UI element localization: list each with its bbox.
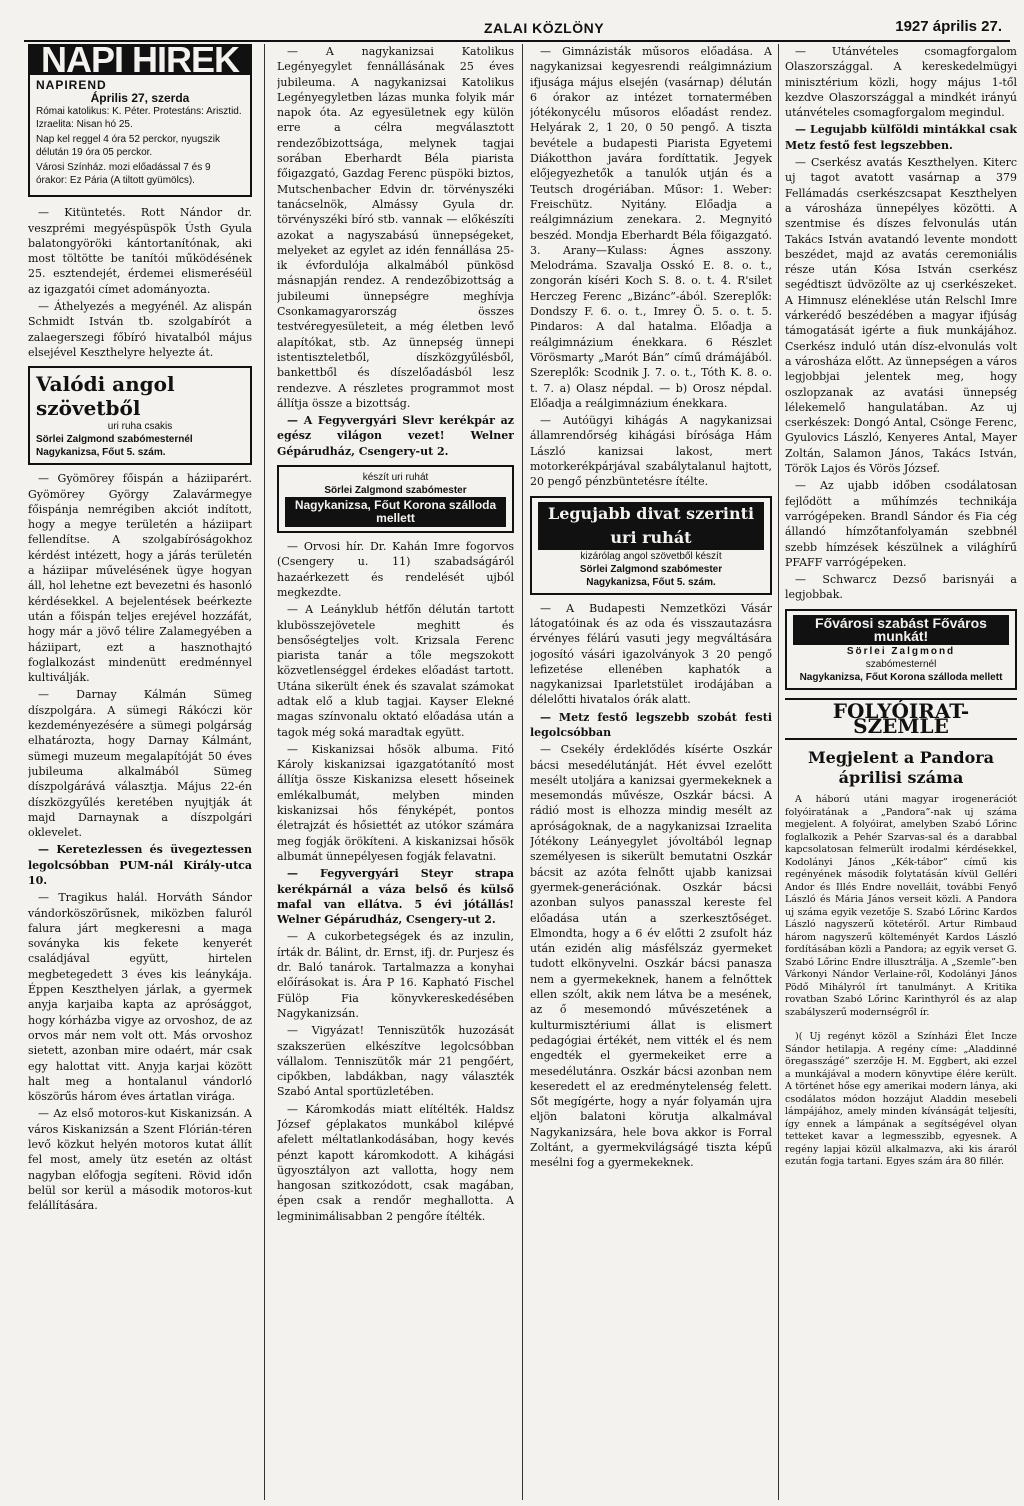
article-szinhazi-elet: )( Uj regényt közöl a Színházi Élet Incze Sándor hetilapja. A regény címe: „Aladdinné öregasszágé” szerzője H. M. Eggbert, aki ezzel a munkájával a modern könyvtipe élére került. A történet hőse egy amerikai modern lánya, aki csodálatos módon hozzájut Aladdin mesebeli lámpájához, amely minden kívánságát teljesíti, így ennek a lámpának a segítségével olyan tetteket kavar a legmesszibb, egyesnek. A regény lapjai közül alkalmazva, aki kis áraról ezután fogja tartani. Egyes szám ára 80 fillér. xyxy=(785,1031,1017,1168)
article-schwarcz: — Schwarcz Dezső barisnyái a legjobbak. xyxy=(785,573,1017,602)
ad-line: Nagykanizsa, Főut 5. szám. xyxy=(586,576,716,588)
section-headline: FOLYÓIRAT-SZEMLE xyxy=(785,698,1017,741)
ad-szovet xyxy=(28,366,252,465)
column-4 xyxy=(785,44,1017,1500)
ad-line: uri ruha csakis xyxy=(107,421,173,433)
ad-line: Sörlei Zalgmond szabómester xyxy=(579,563,723,575)
article-metz: — Metz festő legszebb szobát festi legolcsóbban xyxy=(530,710,772,739)
column-2 xyxy=(277,44,514,1500)
napirend-box xyxy=(28,75,252,197)
ad-line: Sörlei Zalgmond szabómesternél xyxy=(36,434,193,446)
article-hosok-album: — Kiskanizsai hősök albuma. Fitó Károly kiskanizsai igazgatótanító most állítja össze Kiskanizsa elesett hőseinek emlékalbumát, melyben minden kiskanizsai hős fényképét, pontos életrajzát és hősiettét az utókor számára meg fogják örökíteni. A kiskanizsai hősök albumát ünnepélyesen fogják felavatni. xyxy=(277,742,514,863)
article-steyr-1: — A Fegyvergyári Slevr kerékpár az egész világon vezet! Welner Gépárudház, Csengery-ut 2. xyxy=(277,414,514,458)
article-cserkesz: — Cserkész avatás Keszthelyen. Kiterc uj tagot avatott vasárnap a 379 Fellámadás cserkészcsapat Keszthelyen a városháza ünnepélyes közötti. A szentmise és díszes felvonulás után Takács István avatandó levente mondott beszédet, majd az avatás ceremoniális része után Kósa István cserkész segédtiszt üdvözölte az uj cserkészeket. A Himnusz eléneklése után Relschl Imre várkerédő beszédében a magyar ifjúság támogatását igérte a fiuk munkájához. Cserkész induló után dísz-elvonulás volt a városháza előtt. Az ünnepségen a város legjobbjai jelentek meg, hogy oszlopzanak az avatási ünnepség lélekemelő hangulatában. Az uj cserkészek: Dongó Antal, Csönge Ferenc, Gyulovics László, Kenyeres Antal, Mayer Zoltán, Salamon János, Takács István, Török Lajos és Vörös József. xyxy=(785,156,1017,476)
ad-legujabb-divat xyxy=(530,496,772,595)
article-metz-2: — Legujabb külföldi mintákkal csak Metz festő fest legszebben. xyxy=(785,123,1017,152)
issue-date: 1927 április 27. xyxy=(895,18,1002,35)
article-athelyezes: — Áthelyezés a megyénél. Az alispán Schmidt István tb. szolgabírót a zalaegerszegi főbíró hivatalból május elsejével Keszthelyre helyezte át. xyxy=(28,300,252,359)
napirend-heading: NAPIREND xyxy=(36,78,107,93)
article-kituntetes: — Kitüntetés. Rott Nándor dr. veszprémi megyéspüspök Ústh Gyula balatongyöröki kántortanítónak, aki most töltötte be tanítói működésének 25. esztendejét, érdemei elismeréséül az igazgatói címet adományozta. xyxy=(28,206,252,296)
section-subhead: Megjelent a Pandora áprilisi száma xyxy=(807,748,995,788)
ad-line: szabómesternél xyxy=(865,658,937,670)
article-pandora: A háború utáni magyar irogenerációt folyóiratának a „Pandora”-nak uj száma megjelent. A folyóirat, amelyben Szabó Lőrinc foglalkozik a Pehér Szarvas-sal és a darabbal kapcsolatosan felmerült irodalmi kérdésekkel, Kodolányi János „Kék-tábor” című kis regényének második folytatásán kívül Gelléri Andor és Illés Endre novelláit, további Fenyő László és Mária János verseit közli. A Pandora uj száma egyik vezetője S. Szabó Lőrinc Kardos László nagyszerű kötetéről. Artur Rimbaud három nagyszerű költeményét Kardos László fordításában közli a Pandora; az egyik verset G. Szabó Lőrinc Endre illusztrálja. A „Szemle”-ben Várkonyi Nándor Verlaine-ről, Kodolányi János Pödő Mihályról írt tanulmányt. A Kritika rovatban Szabó Lőrinc Karinthyról és az alap szabályszerű modernségről ír. xyxy=(785,794,1017,1018)
column-3 xyxy=(530,44,772,1500)
article-oszkar-bacsi: — Csekély érdeklődés kísérte Oszkár bácsi mesedélutánját. Hét évvel ezelőtt mesélt utoljára a kanizsai gyermekeknek a mesemondás művésze, Oszkár bácsi. A rádió most is elhozza mindig mesélt az apróságoknak, de a nagykanizsai Izraelita Jótékony Leányegylet jóvoltából legnap személyesen is sikerült bemutatni Oszkár bácsit az azóta felnőtt ujabb kanizsai gyermek-generációnak. Oszkár bácsi azonban sulyos panasszal kereste fel előadása után a szerkesztőséget. Elmondta, hogy a 6 év előtti 2 zsufolt ház után ezidén alig másfélszáz gyermeket tudott elkönyvelni. Oszkár bácsi panasza nem a gyermekeknek, hanem a felnőttek ellen szólt, akik nem látva be a mesének, az ő mesemondó művészetének a kulturmisztériumi állat is elismert pedagógiai értékét, nem vitték el és nem engedték el gyermekeiket erre a mesedélutánra. Oszkár bácsi azonban nem keseredett el az eredménytelenség felett. Sőt megígérte, hogy a nyár folyamán ujra eljön balatoni körutja alkalmával Nagykanizsára, hele bova akkor is Forral Zoltánt, a gyermekvilágságé tiszta képű mesélni fog a gyermekeknek. xyxy=(530,743,772,1170)
column-rule xyxy=(522,44,523,1500)
article-leanyklub: — A Leányklub hétfőn délután tartott klubösszejövetele meghitt és bensőségteljes volt. Krizsala Ferenc piarista tanár a tőle megszokott közvetlenséggel érdekes előadást tartott. Utána sikerült ének és szavalat számokat adtak elő a klub tagjai. Kayser Elekné magas színvonalu oktató előadása után a tagok még soká maradtak együtt. xyxy=(277,603,514,739)
column-rule xyxy=(778,44,779,1500)
article-pum: — Keretezlessen és üvegeztessen legolcsóbban PUM-nál Király-utca 10. xyxy=(28,843,252,887)
article-gimnazistak: — Gimnázisták műsoros előadása. A nagykanizsai kegyesrendi reálgimnázium ifjusága május elsején (vasárnap) délután 6 órakor az intézet tornatermében jótékonycélu műsoros előadást rendez. Helyárak 2, 1 20, 0 50 pengő. A tiszta bevétele a budapesti Piarista Egyetemi Diákotthon javára fordíttatik. Jegyek előjegyezhetők a tanulók utján és a Teutsch drogériában. Műsor: 1. Weber: Freischütz. Nyitány. Előadja a reálgimnázium zenekara. 2. Megnyitó beszéd. Mondja Eberhardt Béla főigazgató. 3. Arany—Kulass: Ágnes asszony. Melodráma. Szavalja Osskó E. 8. o. t., zongorán kíséri Koch S. 8. o. t. 4. R'silet Herczeg Ferenc „Bizánc”-ából. Szereplők: Dondszy F. 6. o. t., Imrey Ö. 5. o. t. 5. Pindaros: A dal hatalma. Előadja a reálgimnázium énekkara. 6 Részlet Vörösmarty „Marót Bán” című drámájából. Szereplők: Scodnik J. 7. o. t., Tóth K. 8. o. t. 7. a) Olasz népdal. — b) Orosz népdal. Előadja a reálgimnázium énekkara. xyxy=(530,45,772,410)
article-tennisz: — Vigyázat! Tenniszütők huzozását szakszerüen elkészítve legolcsóbban vállalom. Tenniszütők már 21 pengőért, cipőkben, labdákban, nagy választék Szabó Antal sportüzletében. xyxy=(277,1024,514,1099)
ad-line: Sörlei Zalgmond szabómester xyxy=(324,485,467,497)
article-orvosi: — Orvosi hír. Dr. Kahán Imre fogorvos (Csengery u. 11) szabadságáról hazaérkezett és rendelését ujból megkezdte. xyxy=(277,540,514,599)
article-csomagforgalom: — Utánvételes csomagforgalom Olaszországgal. A kereskedelmügyi minisztérium közli, hogy május 1-től kezdve Olaszországgal a mindkét irányú utánvételes csomagforgalom megindul. xyxy=(785,45,1017,120)
section-title: NAPI HIREK xyxy=(28,44,252,75)
ad-line: kizárólag angol szövetből készít xyxy=(580,550,722,562)
ad-headline: Legujabb divat szerinti uri ruhát xyxy=(538,502,764,550)
ad-fovarosi xyxy=(785,609,1017,690)
article-vasar: — A Budapesti Nemzetközi Vásár látogatóinak és az oda és visszautazásra érvényes félárú vasuti jegy megváltására jogosító vásári igazolványok 3 20 pengő lefizetése ellenében kaphatók a nagykanizsai Iparletstület irodájában a délelőtti hivatalos órák alatt. xyxy=(530,601,772,707)
article-motoros-kut: — Az első motoros-kut Kiskanizsán. A város Kiskanizsán a Szent Flórián-téren levő közkut helyén motoros kutat állít fel most, amely ütz esetén az oltást nagyban előfogja segíteni. Rövid időn belül sor kerül a második motoros-kut felállítására. xyxy=(28,1107,252,1213)
ad-line: Nagykanizsa, Főut Korona szálloda mellett xyxy=(799,671,1003,683)
article-legenyegylet: — A nagykanizsai Katolikus Legényegylet fennállásának 25 éves jubileuma. A nagykanizsai Katolikus Legényegyletben lázas munka folyik már napok óta. Az egyesületnek egy külön erre a célra megválasztott rendezőbizottsága, melynek tagjai sorában Eberhardt Béla piarista főigazgató, Gazdag Ferenc püspöki biztos, Mutschenbacher Edvin dr. törvényszéki tanácselnök, Almássy Gyula dr. törvényszéki bíró stb. vannak — előkészíti azokat a nagyszabású ünnepségeket, melyeket az egylet az idén fennállása 25-ik évfordulója alkalmából pünkösd másnapján rendez. A rendezőbizottság a jubileumi ünnepségre meghívja Csonkamagyarország összes testvéregyesületeit, a még életben levő alapítókat, stb. Az ünnepség ünnepi istentiszteletből, díszközgyűlésből, bankettből és díszelőadásból lesz rendezve. A részletes programmot most állítja össze a bizottság. xyxy=(277,45,514,410)
napirend-line: Római katolikus: K. Péter. Protestáns: Arisztid. Izraelita: Nisan hó 25. xyxy=(36,106,242,131)
napirend-line: Nap kel reggel 4 óra 52 perckor, nyugszik délután 19 óra 05 perckor. xyxy=(36,134,220,159)
article-cukorbetegseg: — A cukorbetegségek és az inzulin, írták dr. Bálint, dr. Ernst, ifj. dr. Purjesz és dr. Baló tanárok. Tartalmazza a konyhai előírásokat is. Ára P 16. Kapható Fischel Fülöp Fia könyvkereskedésében Nagykanizsán. xyxy=(277,930,514,1020)
ad-line: Sörlei Zalgmond xyxy=(846,645,956,657)
article-autougyi: — Autóügyi kihágás A nagykanizsai államrendőrség kihágási bírósága Hám László kanizsai lakost, mert motorkerékpárjával szabálytalanul hajtott, 20 pengő pénzbüntetésre ítélte. xyxy=(530,414,772,489)
column-1 xyxy=(28,44,252,1500)
ad-headline: Fővárosi szabást Főváros munkát! xyxy=(793,615,1009,645)
article-tragikus: — Tragikus halál. Horváth Sándor vándorköszörűsnek, miközben faluról falura járt megkeresni a maga soványka kis fekete kenyerét családjával együtt, hirtelen megbetegedett 3 éves kis leánykája. Éppen Keszthelyen járlak, a gyermek anyja karjaiba kapta az aprósággot, hogy kórházba vigye az orvoshoz, de az orvos már nem volt ott. Más orvoshoz sietett, azonban mire odaért, már csak egy halottat vitt. Anyja karjai között halt meg a hontalanul vándorló köszörűs három éves ártatlan virága. xyxy=(28,891,252,1104)
ad-line: készít uri ruhát xyxy=(362,472,429,484)
paper-title: ZALAI KÖZLÖNY xyxy=(484,20,605,36)
ad-line: Nagykanizsa, Főut 5. szám. xyxy=(36,447,166,459)
column-rule xyxy=(264,44,265,1500)
ad-headline: Valódi angol szövetből xyxy=(36,372,175,421)
article-steyr-2: — Fegyvergyári Steyr strapa kerékpárnál a váza belső és külső mafal van ellátva. 5 évi jótállás! Welner Gépárudház, Csengery-ut 2. xyxy=(277,867,514,927)
napirend-date: Április 27, szerda xyxy=(90,91,190,106)
ad-uri-ruha xyxy=(277,465,514,533)
article-karomkodas: — Káromkodás miatt elítélték. Haldsz József géplakatos munkábol kilépvé afelett méltatlankodásában, hogy kevés pénzt kapott káromkodott. A kihágási ügyosztályon azt vallotta, hogy nem hangosan szitkozódott, csak magában, épen csak a rendőr meghallotta. A legminimálisabban 2 pengőre ítélték. xyxy=(277,1102,514,1223)
masthead xyxy=(24,14,1010,42)
ad-line: Nagykanizsa, Főut Korona szálloda mellett xyxy=(285,497,506,527)
article-darnay: — Darnay Kálmán Sümeg díszpolgára. A sümegi Rákóczi kör kezdeményezésére a sümegi polgárság elhatározta, hogy Darnay Kálmánt, sümegi muzeum megalapítóját 50 éves jubileuma alkalmából Sümeg díszpolgárává választja. Május 22-én díszközgyűlés keretében nyujtják át majd Darnaynak a díszpolgári oklevelet. xyxy=(28,688,252,840)
article-himzes: — Az ujabb időben csodálatosan fejlődött a műhímzés technikája varrógépeken. Brandl Sándor és Fia cég állandó hímzőtanfolyamán szebbnél szebb hímzések készülnek a világhírű PFAFF varrógépeken. xyxy=(785,479,1017,569)
napirend-line: Városi Színház. mozi előadással 7 és 9 órakor: Ez Pária (A tiltott gyümölcs). xyxy=(36,162,211,187)
article-gyomorey: — Gyömörey főispán a háziiparért. Gyömörey György Zalavármegye főispánja nemrégiben akciót indított, hogy a megye területén a háziipart fellendítse. A szolgabíróságokhoz kérdést intézett, hogy a járás területén a háziipar művelésének ügye hogyan áll, hol lehetne ezt bevezetni és hasonló kérdésekkel. A bejelentések beérkezte után a főispán teljes erejével hozzáfát, hogy már a jövő télire Zalamegyében a háziipart, ezt a hasznothajtó foglalkozást mindenütt eredménnyel kultiválják. xyxy=(28,472,252,685)
